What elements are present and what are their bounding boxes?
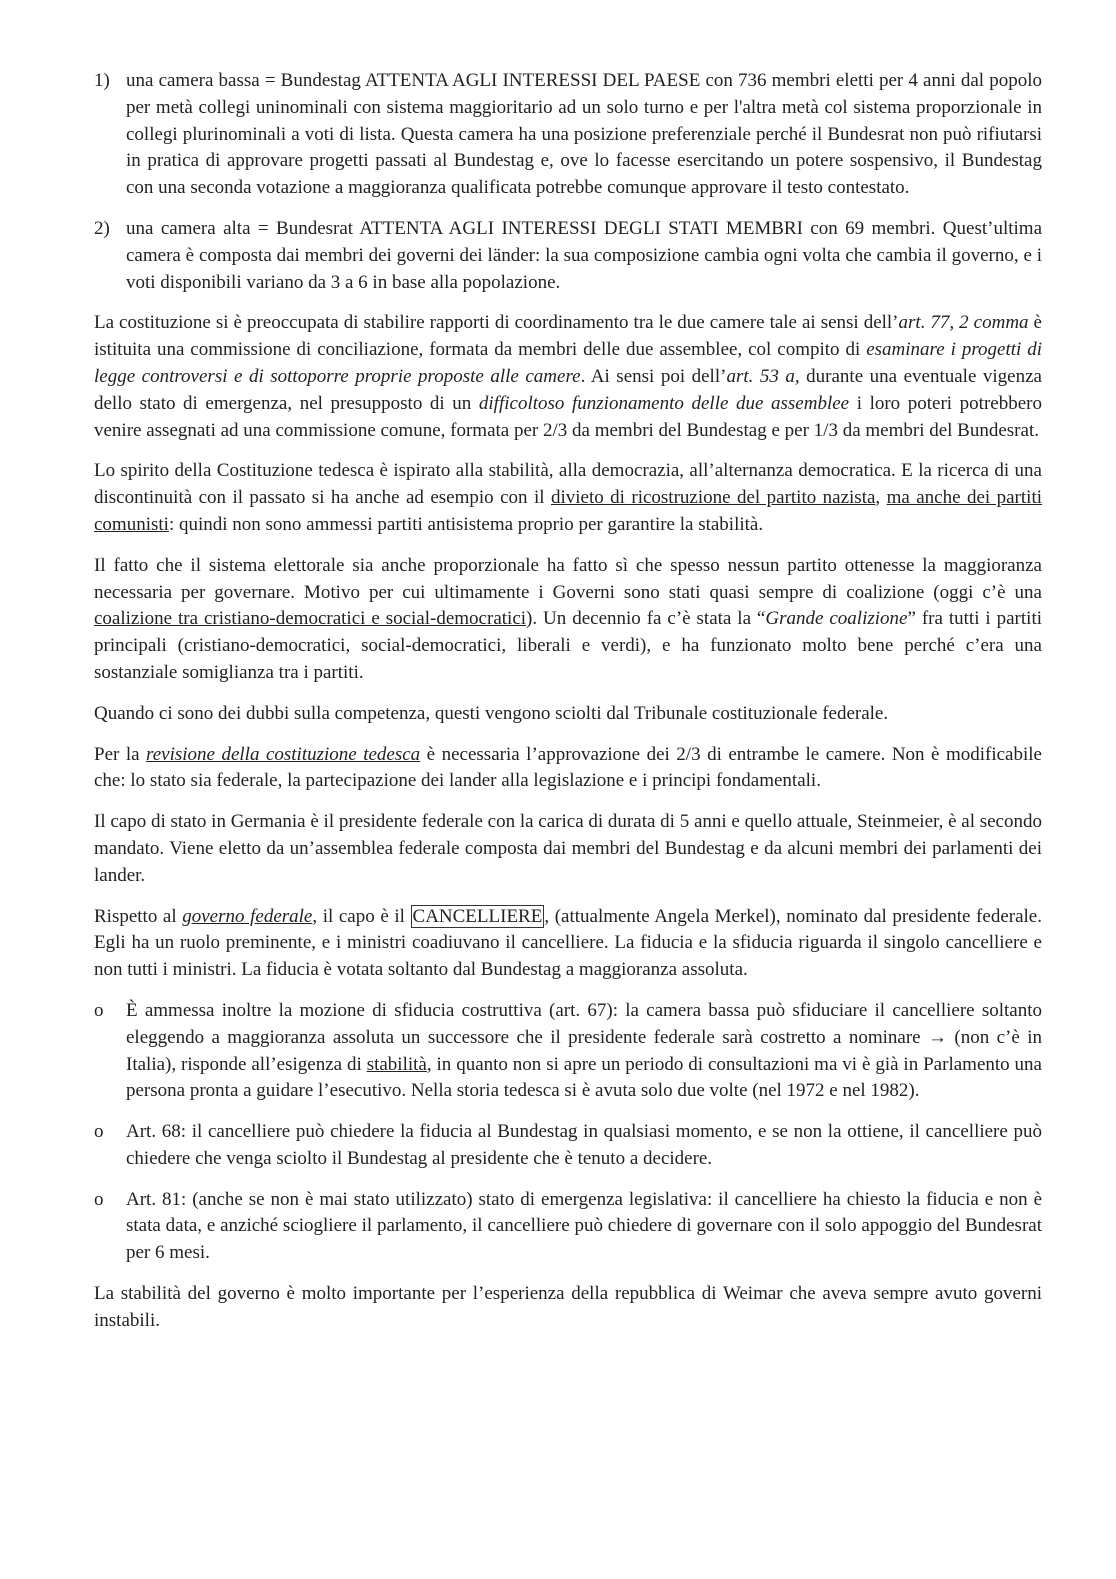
text-run: La costituzione si è preoccupata di stabilire rapporti di coordinamento tra le due camere tale ai sensi dell’ [94, 312, 899, 334]
document-page [94, 68, 1042, 1349]
text-run: , in quanto non si apre un periodo di consultazioni ma vi è già in Parlamento una persona pronta a guidare l’esecutivo. Nella storia tedesca si è avuta solo due volte (nel 1972 e nel 1982). [126, 1053, 1042, 1102]
paragraph [94, 701, 1042, 728]
text-run: Per la [94, 743, 147, 765]
paragraph [94, 742, 1042, 796]
text-run: , (attualmente Angela Merkel), nominato dal presidente federale. Egli ha un ruolo preminente, e i ministri coadiuvano il cancelliere. La fiducia e la sfiducia riguarda il singolo cancelliere e non tutti i ministri. La fiducia è votata soltanto dal Bundestag a maggioranza assoluta. [94, 905, 1042, 981]
emphasized-text: art. 77, 2 comma [898, 312, 1029, 334]
emphasized-text: stabilità [366, 1053, 427, 1075]
paragraph [94, 904, 1042, 984]
text-run: è istituita una commissione di conciliazione, formata da membri delle due assemblee, col compito di [94, 312, 1042, 361]
emphasized-text: divieto di ricostruzione del partito nazista [550, 487, 876, 509]
text-run: Quando ci sono dei dubbi sulla competenza, questi vengono sciolti dal Tribunale costituzionale federale. [94, 702, 889, 724]
text-run: durante una eventuale vigenza dello stato di emergenza, nel presupposto di un [94, 365, 1042, 414]
list-item [94, 1119, 1042, 1173]
paragraph [94, 1281, 1042, 1335]
text-run: Art. 81: (anche se non è mai stato utilizzato) stato di emergenza legislativa: il cancelliere ha chiesto la fiducia e non è stata data, e anziché sciogliere il parlamento, il cancelliere può chiedere di governare con il solo appoggio del Bundesrat per 6 mesi. [126, 1188, 1042, 1264]
list-marker: o [94, 1121, 104, 1143]
boxed-term: CANCELLIERE [412, 905, 543, 927]
list-marker: o [94, 1188, 104, 1210]
emphasized-text: coalizione tra cristiano-democratici e social-democratici [94, 608, 527, 630]
paragraph [94, 553, 1042, 687]
text-run: È ammessa inoltre la mozione di sfiducia costruttiva (art. 67): la camera bassa può sfiduciare il cancelliere soltanto eleggendo a maggioranza assoluta un successore che il presidente federale sarà costretto a nominare → (non c’è in Italia), risponde all’esigenza di [126, 999, 1042, 1075]
paragraph [94, 310, 1042, 444]
emphasized-text: revisione della costituzione tedesca [146, 743, 421, 765]
list-item [94, 216, 1042, 296]
text-run: Il capo di stato in Germania è il presidente federale con la carica di durata di 5 anni e quello attuale, Steinmeier, è al secondo mandato. Viene eletto da un’assemblea federale composta dai membri del Bundestag e da alcuni membri dei parlamenti dei lander. [94, 811, 1042, 886]
text-run: Lo spirito della Costituzione tedesca è ispirato alla stabilità, alla democrazia, all’alternanza democratica. E la ricerca di una discontinuità con il passato si ha anche ad esempio con il [94, 460, 1042, 509]
emphasized-text: ma anche dei partiti comunisti [94, 487, 1042, 535]
text-run: Il fatto che il sistema elettorale sia anche proporzionale ha fatto sì che spesso nessun partito ottenesse la maggioranza necessaria per governare. Motivo per cui ultimamente i Governi sono stati quasi sempre di coalizione (oggi c’è una [94, 554, 1042, 603]
emphasized-text: difficoltoso funzionamento delle due assemblee [478, 392, 850, 414]
text-run: Rispetto al [94, 905, 183, 927]
list-marker: 2) [94, 217, 110, 239]
text-run: Art. 68: il cancelliere può chiedere la fiducia al Bundestag in qualsiasi momento, e se non la ottiene, il cancelliere può chiedere che venga sciolto il Bundestag al presidente che è tenuto a decidere. [126, 1121, 1042, 1169]
emphasized-text: art. 53 a, [726, 365, 800, 387]
list-marker: o [94, 999, 104, 1021]
list-item [94, 1187, 1042, 1267]
text-run: ” fra tutti i partiti principali (cristiano-democratici, social-democratici, liberali e verdi), e ha funzionato molto bene perché c’era una sostanziale somiglianza tra i partiti. [94, 608, 1042, 683]
text-run: : quindi non sono ammessi partiti antisistema proprio per garantire la stabilità. [168, 513, 764, 535]
list-marker: 1) [94, 70, 110, 91]
text-run: una camera bassa = Bundestag ATTENTA AGLI INTERESSI DEL PAESE con 736 membri eletti per 4 anni dal popolo per metà collegi uninominali con sistema maggioritario ad un solo turno e per l'altra metà col sistema proporzionale in collegi plurinominali a voti di lista. Questa camera ha una posizione preferenziale perché il Bundesrat non può rifiutarsi in pratica di approvare progetti passati al Bundestag e, ove lo facesse esercitando un potere sospensivo, il Bundestag con una seconda votazione a maggioranza qualificata potrebbe comunque approvare il testo contestato. [126, 70, 1042, 199]
text-run: , [875, 487, 887, 509]
emphasized-text: esaminare i progetti di legge controversi e di sottoporre proprie proposte alle camere [94, 339, 1042, 387]
text-run: . Ai sensi poi dell’ [580, 365, 727, 387]
paragraph [94, 809, 1042, 889]
text-run: ). Un decennio fa c’è stata la “ [526, 608, 766, 630]
text-run: , il capo è il [312, 905, 411, 927]
text-run: è necessaria l’approvazione dei 2/3 di entrambe le camere. Non è modificabile che: lo stato sia federale, la partecipazione dei lander alla legislazione e i principi fondamentali. [94, 743, 1042, 792]
paragraph [94, 458, 1042, 538]
list-item [94, 998, 1042, 1105]
emphasized-text: Grande coalizione [765, 608, 908, 630]
emphasized-text: governo federale [182, 905, 313, 927]
text-run: i loro poteri potrebbero venire assegnati ad una commissione comune, formata per 2/3 da membri del Bundestag e per 1/3 da membri del Bundesrat. [94, 392, 1042, 441]
text-run: La stabilità del governo è molto importante per l’esperienza della repubblica di Weimar che aveva sempre avuto governi instabili. [94, 1283, 1042, 1331]
text-run: una camera alta = Bundesrat ATTENTA AGLI INTERESSI DEGLI STATI MEMBRI con 69 membri. Quest’ultima camera è composta dai membri dei governi dei länder: la sua composizione cambia ogni volta che cambia il governo, e i voti disponibili variano da 3 a 6 in base alla popolazione. [126, 217, 1042, 293]
list-item [94, 68, 1042, 202]
